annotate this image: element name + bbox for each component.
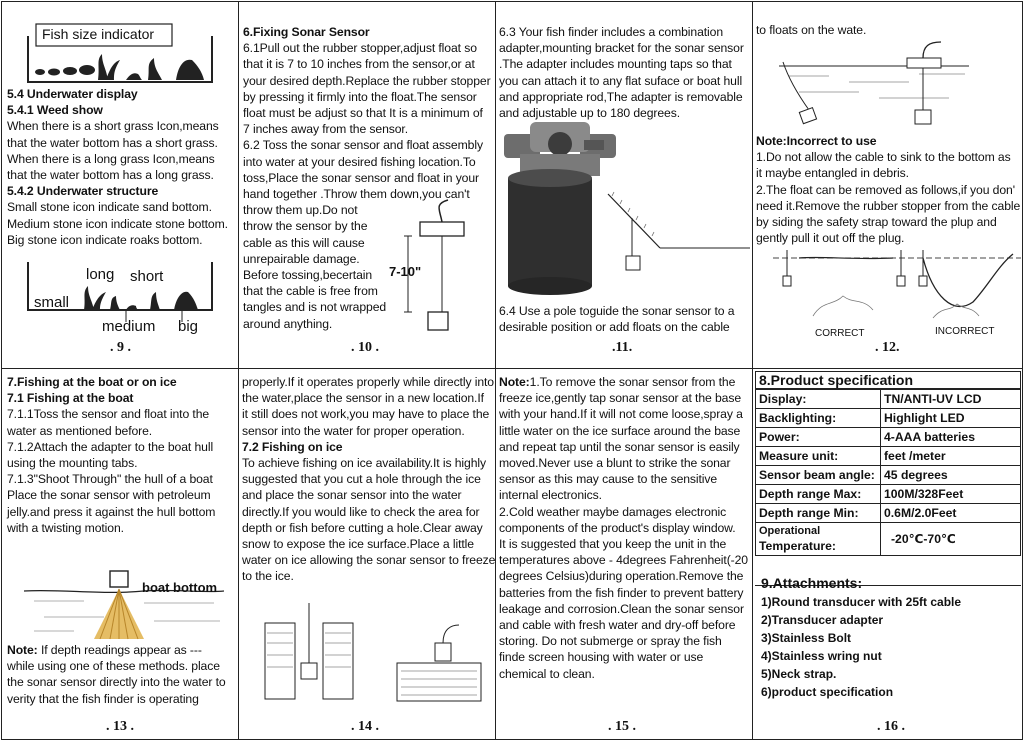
text-line: batteries from the fish finder to prevent battery xyxy=(499,585,744,600)
page-number: . 10 . xyxy=(351,340,379,355)
spec-row-temperature xyxy=(756,523,1021,556)
text-line: 7 inches away from the sensor. xyxy=(243,122,409,137)
page-number: . 16 . xyxy=(877,719,905,734)
spec-label: Depth range Min: xyxy=(756,504,881,523)
label-correct: CORRECT xyxy=(815,328,865,339)
label-long: long xyxy=(86,266,115,283)
spec-label: Power: xyxy=(756,428,881,447)
text-line: sensor as this may cause to the sensitive xyxy=(499,472,718,487)
note-text: 1.To remove the sonar sensor from the xyxy=(529,375,736,389)
page-13-text xyxy=(7,374,237,536)
page-number: . 14 . xyxy=(351,719,379,734)
text-line: 1.Do not allow the cable to sink to the bottom as xyxy=(756,150,1011,165)
attachment-item: 1)Round transducer with 25ft cable xyxy=(761,595,962,609)
text-line: and adjustable up to 180 degrees. xyxy=(499,106,681,121)
attachment-item: 6)product specification xyxy=(761,685,894,699)
text-line: freeze ice,gently tap sonar sensor at the base xyxy=(499,391,742,406)
text-line: that the water bottom has a long grass. xyxy=(7,168,214,183)
spec-value: 0.6M/2.0Feet xyxy=(881,504,1021,523)
spec-label: Depth range Max: xyxy=(756,485,881,504)
text-line: 7.1.3"Shoot Through" the hull of a boat xyxy=(7,472,213,487)
text-line: suggested that you cut a hole through the ice xyxy=(242,472,481,487)
text-line: little water on the ice surface around the base xyxy=(499,423,741,438)
text-line: that it is 7 to 10 inches from the sensor,or at xyxy=(243,57,475,72)
spec-row xyxy=(756,428,1021,447)
text-line: throw the sensor by the xyxy=(243,219,368,234)
text-line: into water at your desired fishing location.To xyxy=(243,154,476,169)
text-line: the water,place the sensor in a new location.If xyxy=(242,391,484,406)
floats-on-water-illustration xyxy=(779,40,969,130)
text-line: jelly.and press it against the hull bottom xyxy=(7,504,216,519)
text-line: components of the product's display window. xyxy=(499,520,736,535)
spec-label xyxy=(756,523,881,556)
heading-weed-show: 5.4.1 Weed show xyxy=(7,103,103,118)
spec-row xyxy=(756,504,1021,523)
label-medium: medium xyxy=(102,318,156,335)
spec-value: -20℃-70℃ xyxy=(881,523,1021,556)
heading-underwater-structure: 5.4.2 Underwater structure xyxy=(7,184,159,199)
spec-value: Highlight LED xyxy=(881,409,1021,428)
temp-label-line: Operational xyxy=(759,525,821,537)
text-line: leakage and corrosion.Clean the sonar sensor xyxy=(499,601,744,616)
text-line: desirable position or add floats on the cable xyxy=(499,320,730,335)
text-line: around anything. xyxy=(243,316,333,331)
text-line: need it.Remove the rubber stopper from the cable xyxy=(756,198,1021,213)
text-line: Small stone icon indicate sand bottom. xyxy=(7,200,212,215)
note-text: If depth readings appear as --- xyxy=(40,643,202,657)
spec-value: 4-AAA batteries xyxy=(881,428,1021,447)
text-line: by siding the safety strap toward the plup and xyxy=(756,215,997,230)
page-11 xyxy=(496,2,752,368)
text-line: water on ice allowing the sonar sensor to freeze xyxy=(242,553,495,568)
label-short: short xyxy=(130,268,164,285)
text-line: Note:1.To remove the sonar sensor from the xyxy=(499,375,736,389)
text-line: that the cable is free from xyxy=(243,284,378,299)
spec-row xyxy=(756,466,1021,485)
page-15 xyxy=(496,369,752,741)
spec-row xyxy=(756,447,1021,466)
spec-value: TN/ANTI-UV LCD xyxy=(881,390,1021,409)
page-9-text xyxy=(7,86,237,248)
heading-fishing-on-ice: 7.2 Fishing on ice xyxy=(242,439,343,454)
page-11-text xyxy=(499,24,752,121)
attachment-item: 2)Transducer adapter xyxy=(761,613,884,627)
text-line: directly.If you would like to check the area for xyxy=(242,504,480,519)
attachments-title: 9.Attachments: xyxy=(761,575,863,591)
text-line: 6.3 Your fish finder includes a combination xyxy=(499,25,724,39)
label-incorrect: INCORRECT xyxy=(935,326,995,337)
page-9 xyxy=(2,2,238,368)
page-13-text-bottom xyxy=(7,642,237,707)
label-big: big xyxy=(178,318,199,335)
text-line: your desired depth.Replace the rubber stopper xyxy=(243,73,491,88)
text-line: Before tossing,becertain xyxy=(243,268,373,283)
text-line: 6.4 Use a pole toguide the sonar sensor to a xyxy=(499,304,735,318)
text-line: to the ice. xyxy=(242,569,294,584)
spec-label: Measure unit: xyxy=(756,447,881,466)
text-line: and cable with fresh water and dry-off before xyxy=(499,618,736,633)
text-line: float must be adjust so that It is a minimum of xyxy=(243,106,483,121)
text-line: you can attach it to any flat suface or boat hull xyxy=(499,73,743,88)
text-line: and appropriate rod,The adapter is removable xyxy=(499,89,743,104)
text-line: that the water bottom has a short grass. xyxy=(7,135,218,150)
text-line: To achieve fishing on ice availability.It is highly xyxy=(242,456,486,471)
heading-incorrect-use: Note:Incorrect to use xyxy=(756,134,877,148)
spec-row xyxy=(756,390,1021,409)
page-12-text xyxy=(756,133,1022,246)
spec-table xyxy=(755,389,1021,556)
text-line: hand together .Throw them down,you can't xyxy=(243,187,470,202)
text-line: cable as this will cause xyxy=(243,235,365,250)
text-line: water as mentioned before. xyxy=(7,423,153,438)
fish-size-indicator-label: Fish size indicator xyxy=(42,26,155,42)
text-line: adapter,mounting bracket for the sonar sensor xyxy=(499,41,744,56)
text-line: 7.1.2Attach the adapter to the boat hull xyxy=(7,439,214,454)
page-14-text xyxy=(242,374,495,585)
spec-value: feet /meter xyxy=(881,447,1021,466)
text-line: snow to expose the ice surface.Place a little xyxy=(242,537,474,552)
text-line: moved.Never use a blunt to strike the sonar xyxy=(499,456,731,471)
text-line: while using one of these methods. place xyxy=(7,659,220,674)
measure-7-10-inches: 7-10" xyxy=(389,264,422,279)
heading-fishing-at-boat: 7.1 Fishing at the boat xyxy=(7,391,134,406)
spec-row xyxy=(756,409,1021,428)
text-line: and repeat tap until the sonar sensor is easily xyxy=(499,439,740,454)
text-line: depth or fish before cutting a hole.Clear away xyxy=(242,520,483,535)
spec-title: 8.Product specification xyxy=(755,371,1021,389)
heading-underwater-display: 5.4 Underwater display xyxy=(7,87,138,101)
text-line: Place the sonar sensor with petroleum xyxy=(7,488,211,503)
attachment-item: 3)Stainless Bolt xyxy=(761,631,852,645)
sensor-adapter-illustration xyxy=(500,118,750,296)
spec-label: Display: xyxy=(756,390,881,409)
boat-bottom-illustration xyxy=(24,561,224,641)
spec-value: 45 degrees xyxy=(881,466,1021,485)
text-line: toss,Place the sonar sensor and float in your xyxy=(243,170,480,185)
attachment-item: 4)Stainless wring nut xyxy=(761,649,882,663)
spec-label: Backlighting: xyxy=(756,409,881,428)
page-10 xyxy=(239,2,495,368)
text-line: tangles and is not wrapped xyxy=(243,300,387,315)
page-13 xyxy=(2,369,238,741)
spec-value: 100M/328Feet xyxy=(881,485,1021,504)
spec-label: Sensor beam angle: xyxy=(756,466,881,485)
text-line: to floats on the wate. xyxy=(756,23,867,37)
label-small: small xyxy=(34,294,70,311)
text-line: it still does not work,you may have to place the xyxy=(242,407,490,422)
text-line: degrees Celsius)during operation.Remove the xyxy=(499,569,744,584)
text-line: finde screen housing with water or use xyxy=(499,650,704,665)
page-15-text xyxy=(499,374,752,682)
page-11-text-bottom xyxy=(499,303,752,335)
text-line: properly.If it operates properly while directly into xyxy=(242,375,494,389)
text-line: with your hand.If it will not come loose,spray a xyxy=(499,407,743,422)
page-number: . 15 . xyxy=(608,719,636,734)
text-line: Big stone icon indicate roaks bottom. xyxy=(7,232,203,247)
page-number: .11. xyxy=(612,340,633,355)
text-line: verity that the fish finder is operating xyxy=(7,691,199,706)
text-line: unrepairable damage. xyxy=(243,251,360,266)
page-16 xyxy=(753,369,1023,741)
spec-row xyxy=(756,485,1021,504)
text-line: 2.The float can be removed as follows,if you don' xyxy=(756,182,1015,197)
text-line: temperatures above - 4degrees Fahrenheit(-20 xyxy=(499,553,748,568)
text-line: storing. Do not submerge or spray the fish xyxy=(499,634,722,649)
heading-fixing-sonar-sensor: 6.Fixing Sonar Sensor xyxy=(243,25,370,39)
text-line: It is suggested that you keep the unit in the xyxy=(499,537,727,552)
text-line: using the mounting tabs. xyxy=(7,456,138,471)
heading-fishing-boat-or-ice: 7.Fishing at the boat or on ice xyxy=(7,375,177,389)
attachments-list xyxy=(761,593,1021,701)
text-line: with a twisting motion. xyxy=(7,520,124,535)
text-line: and place the sonar sensor into the water xyxy=(242,488,462,503)
page-number: . 12. xyxy=(875,340,900,355)
text-line: 6.1Pull out the rubber stopper,adjust float so xyxy=(243,41,477,56)
text-line: 7.1.1Toss the sensor and float into the xyxy=(7,407,210,422)
text-line: When there is a long grass Icon,means xyxy=(7,151,215,166)
text-line: 2.Cold weather maybe damages electronic xyxy=(499,504,727,519)
text-line: it maybe entangled in debris. xyxy=(756,166,909,181)
text-line: Note: If depth readings appear as --- xyxy=(7,643,202,657)
attachment-item: 5)Neck strap. xyxy=(761,667,837,681)
text-line: chemical to clean. xyxy=(499,666,595,681)
ice-fishing-illustration xyxy=(261,603,483,703)
text-line: 6.2 Toss the sonar sensor and float assembly xyxy=(243,138,483,153)
text-line: internal electronics. xyxy=(499,488,602,503)
manual-sheet xyxy=(1,1,1023,740)
text-line: the sonar sensor directly into the water to xyxy=(7,675,226,690)
page-14 xyxy=(239,369,495,741)
text-line: gently pull it out off the plug. xyxy=(756,231,905,246)
temp-label-line: Temperature: xyxy=(759,539,836,553)
text-line: throw them up.Do not xyxy=(243,203,358,218)
page-number: . 13 . xyxy=(106,719,134,734)
text-line: by pressing it firmly into the float.The sensor xyxy=(243,89,477,104)
page-12 xyxy=(753,2,1023,368)
correct-incorrect-illustration xyxy=(773,246,1021,330)
text-line: When there is a short grass Icon,means xyxy=(7,119,219,134)
label-boat-bottom: boat bottom xyxy=(142,580,218,595)
text-line: sensor into the water for proper operation. xyxy=(242,423,465,438)
page-number: . 9 . xyxy=(110,340,131,355)
text-line: .The adapter includes mounting taps so that xyxy=(499,57,732,72)
text-line: Medium stone icon indicate stone bottom. xyxy=(7,216,228,231)
